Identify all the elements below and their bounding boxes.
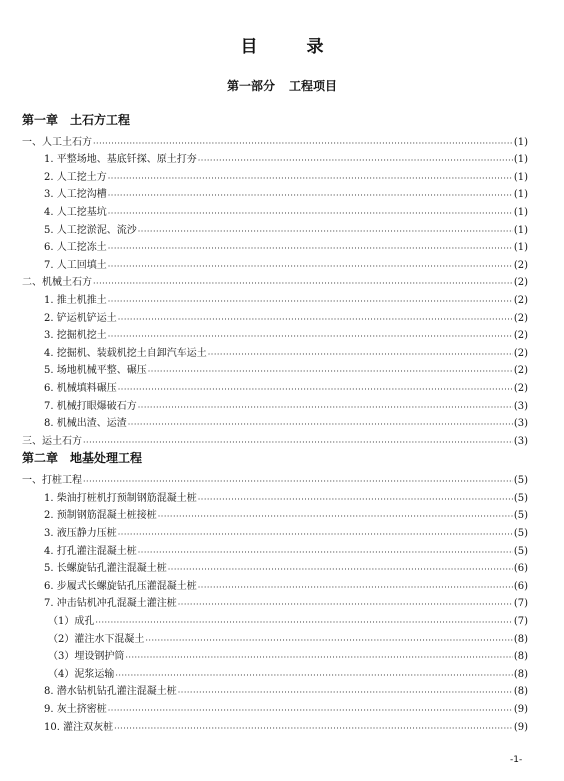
- toc-entry-text: 5. 场地机械平整、碾压: [44, 365, 147, 377]
- dot-leader: [93, 279, 513, 288]
- part-heading: [0, 77, 564, 94]
- toc-entry: [22, 359, 528, 377]
- toc-entry: [22, 557, 528, 575]
- toc-entry-text: （1）成孔: [48, 616, 95, 628]
- toc-entry: [22, 324, 528, 342]
- toc-entry-text: 4. 挖掘机、装载机挖土自卸汽车运土: [44, 347, 207, 359]
- toc-page-number: (2): [513, 330, 528, 342]
- toc-entry-text: 7. 机械打眼爆破石方: [44, 400, 137, 412]
- toc-entry-text: 1. 柴油打桩机打预制钢筋混凝土桩: [44, 492, 197, 504]
- toc-page-number: (3): [513, 435, 528, 447]
- toc-entry: [22, 236, 528, 254]
- dot-leader: [108, 244, 513, 253]
- toc-entry: [22, 288, 528, 306]
- toc-entry: [22, 306, 528, 324]
- part-name: 工程项目: [289, 79, 338, 93]
- toc-entry-text: 4. 打孔灌注混凝土桩: [44, 545, 137, 557]
- dot-leader: [108, 297, 513, 306]
- page-title: 目 录: [240, 37, 340, 57]
- dot-leader: [108, 706, 513, 715]
- toc-entry: [22, 521, 528, 539]
- toc-entry: [22, 486, 528, 504]
- toc-page-number: (2): [513, 259, 528, 271]
- toc-entry: [22, 592, 528, 610]
- toc-entry-text: 一、人工土石方: [22, 136, 92, 148]
- toc-entry: [22, 376, 528, 394]
- dot-leader: [148, 367, 513, 376]
- toc-page-number: (1): [513, 136, 528, 148]
- toc-entry-text: 3. 人工挖沟槽: [44, 189, 107, 201]
- toc-entry-text: 1. 推土机推土: [44, 294, 107, 306]
- toc-entry: [22, 680, 528, 698]
- toc-entry-text: 3. 液压静力压桩: [44, 528, 117, 540]
- dot-leader: [108, 209, 513, 218]
- toc-page-number: (1): [513, 206, 528, 218]
- toc-entry: [22, 200, 528, 218]
- toc-entry: [22, 394, 528, 412]
- dot-leader: [198, 495, 513, 504]
- toc-page-number: (1): [513, 224, 528, 236]
- dot-leader: [198, 156, 513, 165]
- toc-entry-text: 6. 步履式长螺旋钻孔压灌混凝土桩: [44, 580, 197, 592]
- dot-leader: [158, 512, 513, 521]
- toc-page-number: (1): [513, 189, 528, 201]
- toc-page-number: (1): [513, 242, 528, 254]
- toc-chapter-heading: [22, 447, 528, 469]
- toc-entry: [22, 130, 528, 148]
- toc-page-number: (8): [513, 686, 528, 698]
- toc-entry: [22, 429, 528, 447]
- toc-page-number: (6): [513, 563, 528, 575]
- toc-entry-text: （4）泥浆运输: [48, 668, 115, 680]
- toc-entry: [22, 218, 528, 236]
- toc-page-number: (3): [513, 418, 528, 430]
- dot-leader: [118, 530, 513, 539]
- toc-page-number: (5): [513, 528, 528, 540]
- toc-entry: [22, 662, 528, 680]
- toc-page-number: (3): [513, 400, 528, 412]
- toc-entry-text: 2. 人工挖土方: [44, 171, 107, 183]
- dot-leader: [208, 350, 513, 359]
- toc-entry: [22, 539, 528, 557]
- toc-entry-text: 6. 机械填料碾压: [44, 382, 117, 394]
- dot-leader: [118, 315, 513, 324]
- toc-entry: [22, 697, 528, 715]
- toc-entry-text: 2. 预制钢筋混凝土桩接桩: [44, 510, 157, 522]
- dot-leader: [115, 671, 512, 680]
- toc-entry-text: 二、机械土石方: [22, 277, 92, 289]
- toc-entry: [22, 645, 528, 663]
- toc-entry-text: 2. 铲运机铲运土: [44, 312, 117, 324]
- toc-entry-text: （2）灌注水下混凝土: [48, 633, 145, 645]
- toc-entry: [22, 574, 528, 592]
- dot-leader: [138, 227, 513, 236]
- dot-leader: [138, 403, 513, 412]
- table-of-contents: [22, 108, 528, 733]
- dot-leader: [138, 548, 513, 557]
- toc-entry-text: （3）埋设钢护筒: [48, 651, 125, 663]
- dot-leader: [125, 653, 512, 662]
- toc-page-number: (7): [513, 598, 528, 610]
- dot-leader: [108, 262, 513, 271]
- toc-page-number: (5): [513, 510, 528, 522]
- dot-leader: [83, 477, 513, 486]
- dot-leader: [118, 385, 513, 394]
- toc-page-number: (2): [513, 365, 528, 377]
- toc-page-number: (2): [513, 277, 528, 289]
- dot-leader: [83, 438, 513, 447]
- toc-entry: [22, 183, 528, 201]
- dot-leader: [198, 583, 513, 592]
- toc-entry: [22, 609, 528, 627]
- dot-leader: [108, 332, 513, 341]
- toc-entry-text: 7. 冲击钻机冲孔混凝土灌注桩: [44, 598, 177, 610]
- toc-entry: [22, 271, 528, 289]
- dot-leader: [128, 420, 513, 429]
- toc-page-number: (2): [513, 294, 528, 306]
- toc-page-number: (6): [513, 580, 528, 592]
- dot-leader: [168, 565, 513, 574]
- toc-entry-text: 第二章 地基处理工程: [22, 451, 143, 466]
- dot-leader: [108, 191, 513, 200]
- toc-page-number: (8): [513, 668, 528, 680]
- toc-entry-text: 三、运土石方: [22, 435, 82, 447]
- toc-page-number: (1): [513, 171, 528, 183]
- dot-leader: [114, 724, 513, 733]
- toc-entry: [22, 148, 528, 166]
- toc-entry-text: 一、打桩工程: [22, 475, 82, 487]
- toc-entry-text: 第一章 土石方工程: [22, 112, 131, 127]
- toc-entry-text: 5. 长螺旋钻孔灌注混凝土桩: [44, 563, 167, 575]
- toc-entry-text: 3. 挖掘机挖土: [44, 330, 107, 342]
- toc-page-number: (9): [513, 721, 528, 733]
- toc-page-number: (8): [513, 651, 528, 663]
- toc-page-number: (1): [513, 154, 528, 166]
- toc-entry: [22, 715, 528, 733]
- toc-entry-text: 10. 灌注双灰桩: [44, 721, 114, 733]
- toc-entry-text: 8. 潜水钻机钻孔灌注混凝土桩: [44, 686, 177, 698]
- toc-entry: [22, 469, 528, 487]
- toc-entry: [22, 627, 528, 645]
- toc-entry-text: 9. 灰土挤密桩: [44, 704, 107, 715]
- toc-page-number: (5): [513, 475, 528, 487]
- toc-page-number: (5): [513, 545, 528, 557]
- toc-entry-text: 5. 人工挖淤泥、流沙: [44, 224, 137, 236]
- dot-leader: [93, 139, 513, 148]
- toc-chapter-heading: [22, 108, 528, 130]
- toc-entry-text: 7. 人工回填土: [44, 259, 107, 271]
- dot-leader: [108, 174, 513, 183]
- toc-entry: [22, 341, 528, 359]
- toc-entry: [22, 412, 528, 430]
- toc-entry: [22, 165, 528, 183]
- dot-leader: [95, 618, 512, 627]
- toc-page-number: (2): [513, 347, 528, 359]
- dot-leader: [178, 600, 513, 609]
- toc-entry-text: 6. 人工挖冻土: [44, 242, 107, 254]
- toc-page-number: (5): [513, 492, 528, 504]
- part-number: 第一部分: [226, 79, 275, 93]
- page-number: -1-: [510, 755, 523, 765]
- toc-page-number: (7): [513, 616, 528, 628]
- toc-page-number: (8): [513, 633, 528, 645]
- toc-page-number: (2): [513, 382, 528, 394]
- toc-entry: [22, 253, 528, 271]
- dot-leader: [178, 688, 513, 697]
- toc-entry-text: 8. 机械出渣、运渣: [44, 418, 127, 430]
- toc-entry-text: 1. 平整场地、基底钎探、原土打夯: [44, 154, 197, 166]
- toc-page-number: (2): [513, 312, 528, 324]
- toc-entry-text: 4. 人工挖基坑: [44, 206, 107, 218]
- toc-page-number: (9): [513, 704, 528, 715]
- toc-entry: [22, 504, 528, 522]
- dot-leader: [145, 636, 512, 645]
